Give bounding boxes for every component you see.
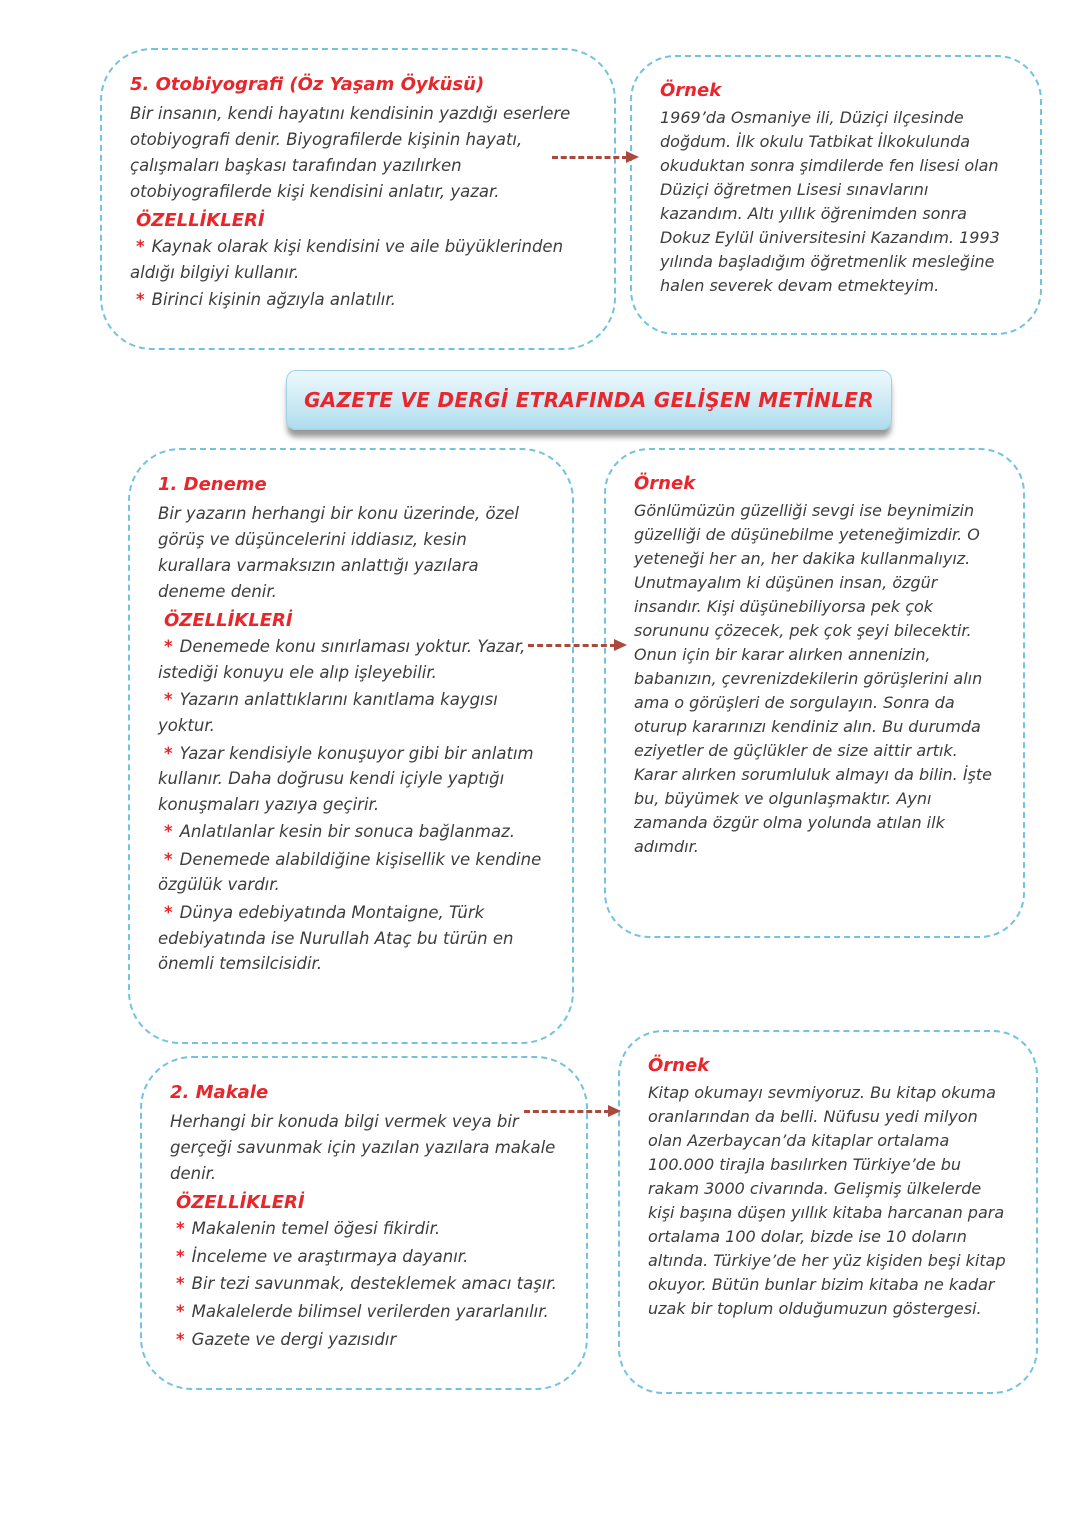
feature-text: İnceleme ve araştırmaya dayanır.	[191, 1246, 469, 1266]
section-title: 5. Otobiyografi (Öz Yaşam Öyküsü)	[130, 74, 485, 95]
section-makale-box	[140, 1056, 588, 1390]
feature-item	[158, 687, 544, 738]
feature-item	[158, 819, 544, 845]
connector-arrow-deneme	[528, 644, 616, 647]
ornek-label: Örnek	[634, 473, 696, 494]
features-list	[170, 1216, 558, 1352]
banner-title: GAZETE VE DERGİ ETRAFINDA GELİŞEN METİNLER	[304, 388, 874, 412]
feature-text: Gazete ve dergi yazısıdır	[191, 1329, 397, 1349]
section-otobiyografi-box	[100, 48, 616, 350]
feature-text: Denemede alabildiğine kişisellik ve kendine özgülük vardır.	[158, 849, 542, 895]
feature-text: Kaynak olarak kişi kendisini ve aile büyüklerinden aldığı bilgiyi kullanır.	[130, 237, 564, 282]
asterisk-bullet: *	[136, 237, 145, 257]
features-label: ÖZELLİKLERİ	[164, 610, 293, 632]
asterisk-bullet: *	[164, 849, 173, 869]
features-list	[130, 234, 586, 313]
section-title: 2. Makale	[170, 1082, 269, 1103]
ornek-otobiyografi-box	[630, 55, 1042, 335]
connector-arrow-otobiyografi	[552, 156, 628, 159]
ornek-makale-box	[618, 1030, 1038, 1394]
feature-text: Yazar kendisiyle konuşuyor gibi bir anlatım kullanır. Daha doğrusu kendi içiyle yaptığı konuşmaları yazıya geçirir.	[158, 743, 534, 814]
section-intro: Bir insanın, kendi hayatını kendisinin yazdığı eserlere otobiyografi denir. Biyografilerde kişinin hayatı, çalışmaları başkası tarafından yazılırken otobiyografilerde kişi kendisini anlatır, yazar.	[130, 104, 571, 202]
asterisk-bullet: *	[176, 1301, 185, 1321]
feature-item	[158, 847, 544, 898]
feature-item	[158, 900, 544, 977]
feature-text: Birinci kişinin ağzıyla anlatılır.	[151, 290, 396, 310]
ornek-label: Örnek	[660, 80, 722, 101]
asterisk-bullet: *	[164, 902, 173, 922]
ornek-label: Örnek	[648, 1055, 710, 1076]
feature-item	[170, 1271, 558, 1297]
feature-text: Bir tezi savunmak, desteklemek amacı taşır.	[191, 1274, 557, 1294]
features-list	[158, 634, 544, 976]
section-intro: Bir yazarın herhangi bir konu üzerinde, özel görüş ve düşüncelerini iddiasız, kesin kurallara varmaksızın anlattığı yazılara deneme denir.	[158, 504, 519, 602]
ornek-text: Kitap okumayı sevmiyoruz. Bu kitap okuma oranlarından da belli. Nüfusu yedi milyon olan Azerbaycan’da kitaplar ortalama 100.000 tirajla basılırken Türkiye’de bu rakam 3000 civarında. Gelişmiş ülkelerde kişi başına düşen yıllık kitaba harcanan para ortalama 100 dolar, bizde ise 10 doların altında. Türkiye’de her yüz kişiden beşi kitap okuyor. Bütün bunlar bizim kitaba ne kadar uzak bir toplum olduğumuzun göstergesi.	[648, 1083, 1006, 1318]
feature-item	[170, 1299, 558, 1325]
feature-text: Yazarın anlattıklarını kanıtlama kaygısı yoktur.	[158, 690, 498, 736]
feature-item	[170, 1216, 558, 1242]
section-intro: Herhangi bir konuda bilgi vermek veya bir gerçeği savunmak için yazılan yazılara makale denir.	[170, 1112, 556, 1184]
section-banner	[286, 370, 892, 430]
feature-item	[170, 1327, 558, 1353]
feature-text: Dünya edebiyatında Montaigne, Türk edebiyatında ise Nurullah Ataç bu türün en önemli temsilcisidir.	[158, 902, 514, 974]
asterisk-bullet: *	[176, 1219, 185, 1239]
feature-text: Anlatılanlar kesin bir sonuca bağlanmaz.	[179, 822, 516, 842]
ornek-text: Gönlümüzün güzelliği sevgi ise beynimizin güzelliği de düşünebilme yeteneğimizdir. O yeteneği her an, her dakika kullanmalıyız. Unutmayalım ki düşünen insan, özgür insandır. Kişi düşünebiliyorsa pek çok sorununu çözecek, pek çok şeyi bilecektir. Onun için bir karar alırken annenizin, babanızın, çevrenizdekilerin görüşlerini alın ama o görüşleri de sorgulayın. Sonra da oturup kararınızı kendiniz alın. Bu durumda eziyetler de güçlükler de size aittir artık. Karar alırken sorumluluk almayı da bilin. İşte bu, büyümek ve olgunlaşmaktır. Aynı zamanda özgür olma yolunda atılan ilk adımdır.	[634, 501, 992, 856]
asterisk-bullet: *	[164, 690, 173, 710]
ornek-deneme-box	[604, 448, 1025, 938]
asterisk-bullet: *	[164, 637, 173, 657]
feature-text: Makalelerde bilimsel verilerden yararlanılır.	[191, 1301, 549, 1321]
asterisk-bullet: *	[164, 743, 173, 763]
features-label: ÖZELLİKLERİ	[176, 1192, 305, 1214]
asterisk-bullet: *	[176, 1274, 185, 1294]
feature-text: Makalenin temel öğesi fikirdir.	[191, 1219, 441, 1239]
connector-arrow-makale	[524, 1110, 610, 1113]
feature-item	[158, 741, 544, 818]
feature-item	[170, 1244, 558, 1270]
feature-item	[130, 234, 586, 285]
asterisk-bullet: *	[176, 1246, 185, 1266]
features-label: ÖZELLİKLERİ	[136, 210, 265, 232]
asterisk-bullet: *	[176, 1329, 185, 1349]
section-title: 1. Deneme	[158, 474, 267, 495]
ornek-text: 1969’da Osmaniye ili, Düziçi ilçesinde doğdum. İlk okulu Tatbikat İlkokulunda okuduktan sonra şimdilerde fen lisesi olan Düziçi öğretmen Lisesi sınavlarını kazandım. Altı yıllık öğrenimden sonra Dokuz Eylül üniversitesini Kazandım. 1993 yılında başladığım öğretmenlik mesleğine halen severek devam etmekteyim.	[660, 108, 1000, 295]
feature-item	[130, 287, 586, 313]
asterisk-bullet: *	[164, 822, 173, 842]
section-deneme-box	[128, 448, 574, 1044]
feature-text: Denemede konu sınırlaması yoktur. Yazar, istediği konuyu ele alıp işleyebilir.	[158, 637, 526, 682]
asterisk-bullet: *	[136, 290, 145, 310]
feature-item	[158, 634, 544, 685]
